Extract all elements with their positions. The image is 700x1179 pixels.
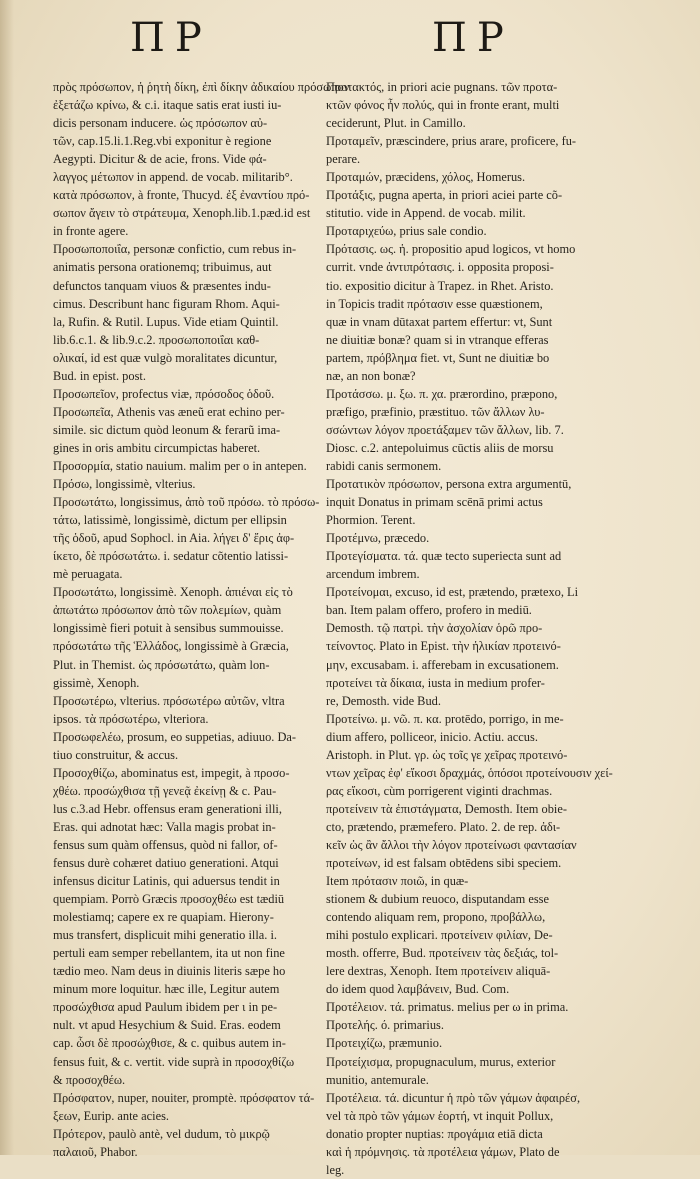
running-head-left: ΠΡ [130,15,212,61]
text-line: παλαιοῦ, Phabor. [53,1144,138,1159]
text-line: contendo aliquam rem, propono, προβάλλω, [326,910,546,925]
text-line: Προτεγίσματα. τά. quæ tecto superiecta sunt ad [326,549,562,564]
text-line: ipsos. τὰ πρόσωτέρω, vlteriora. [53,711,209,726]
text-line: Eras. qui adnotat hæc: Valla magis probat in- [53,819,276,834]
text-line: inquit Donatus in primam scēnā primi actus [326,495,543,510]
text-line: Προσορμία, statio nauium. malim per ο in antepen. [53,458,307,473]
text-line: lus c.3.ad Hebr. offensus eram generationi illi, [53,801,282,816]
text-line: mè peruagata. [53,567,123,582]
text-line: τῆς ὁδοῦ, apud Sophocl. in Aia. λήγει δ' ἔρις ἀφ- [53,531,295,546]
text-line: Diosc. c.2. antepoluimus cūctis aliis de morsu [326,440,554,455]
running-head-right: ΠΡ [432,15,514,61]
text-line: Προτειχίζω, præmunio. [326,1036,443,1051]
text-line: Πρότασις. ως. ἡ. propositio apud logicos, vt homo [326,242,576,257]
text-line: κτῶν φόνος ἦν πολύς, qui in fronte erant, multi [326,98,560,113]
text-line: Προσωτάτω, longissimè. Xenoph. ἀπιέναι εἰς τὸ [53,585,293,600]
text-line: Demosth. τῷ πατρὶ. τὴν ἀσχολίαν ὁρῶ προ- [326,621,543,636]
text-line: in Topicis tradit πρότασιν esse quæstionem, [326,296,543,311]
text-line: cap. ὧσι δὲ προσώχθισε, & c. quibus autem in- [53,1036,286,1051]
text-line: Προσωπεῖον, profectus viæ, πρόσοδος ὁδοῦ. [53,386,275,401]
text-line: Πρόσφατον, nuper, nouiter, promptè. πρόσφατον τά- [53,1090,315,1105]
text-line: donatio propter nuptias: προγάμια etiā dicta [326,1126,543,1141]
text-line: Προσοχθίζω, abominatus est, impegit, à προσο- [53,765,290,780]
text-line: Προσωτέρω, vlterius. πρόσωτέρω αὐτῶν, vltra [53,693,285,708]
text-line: προτείνων, id est falsam obtēdens sibi speciem. [326,856,562,871]
text-line: lere dextras, Xenoph. Item προτείνειν aliquā- [326,964,551,979]
text-line: Aristoph. in Plut. γρ. ὡς τοῖς γε χεῖρας προτεινό- [326,747,568,762]
text-line: dium affero, polliceor, inicio. Actiu. accus. [326,729,538,744]
text-line: Προτέλεια. τά. dicuntur ἡ πρὸ τῶν γάμων ἀφαιρέσ, [326,1090,581,1105]
text-line: Προσωτάτω, longissimus, ἀπὸ τοῦ πρόσω. τὸ πρόσω- [53,495,320,510]
text-line: ολικαί, id est quæ vulgò moralitates dicuntur, [53,350,278,365]
text-line: Προταμών, præcidens, χόλος, Homerus. [326,170,526,185]
text-line: πρὸς πρόσωπον, ἡ ῥητὴ δίκη, ἐπὶ δίκην ἀδικαίου πρόσωπον [53,80,350,94]
text-line: προσώχθισα apud Paulum ibidem per ι in pe- [53,1000,278,1015]
text-line: & προσοχθέω. [53,1072,126,1087]
text-line: stionem & dubium reuoco, disputandam esse [326,892,549,907]
text-line: Προτακτός, in priori acie pugnans. τῶν προτα- [326,80,558,94]
text-line: fensus durè cohæret datiuo generationi. Atqui [53,856,279,871]
text-line: σωπον ἄγειν τὸ στράτευμα, Xenoph.lib.1.pæd.id est [53,206,311,221]
text-line: mihi postulo explicari. προτείνειν φιλίαν, De- [326,928,553,943]
text-line: leg. [326,1162,345,1177]
text-line: minum more loquitur. hæc ille, Legitur autem [53,982,280,997]
text-line: Προτέμνω, præcedo. [326,531,430,546]
text-line: μην, excusabam. i. afferebam in excusationem. [326,657,559,672]
text-line: perare. [326,152,361,167]
text-line: κατὰ πρόσωπον, à fronte, Thucyd. ἐξ ἐναντίου πρό- [53,188,310,203]
text-line: Προτάξις, pugna aperta, in priori aciei parte cõ- [326,188,563,203]
text-line: ban. Item palam offero, profero in mediū. [326,603,532,618]
text-line: ceciderunt, Plut. in Camillo. [326,116,466,131]
text-line: Προτελής. ό. primarius. [326,1018,444,1033]
text-line: Πρότερον, paulò antè, vel dudum, τὸ μικρῷ [53,1126,270,1141]
text-line: ρας εἴκοσι, cùm porrigerent viginti drachmas. [326,783,553,798]
text-line: προτείνει τὰ δίκαια, iusta in medium profer- [326,675,545,690]
text-line: ἐξετάζω κρίνω, & c.i. itaque satis erat iusti iu- [53,98,282,113]
text-line: ξεων, Eurip. ante acies. [53,1108,169,1123]
text-line: molestiamq; capere ex re quapiam. Hierony- [53,910,274,925]
text-line: gissimè, Xenoph. [53,675,140,690]
text-line: longissimè fieri potuit à sensibus summouisse. [53,621,284,636]
text-line: ἀπωτάτω πρόσωπον ἀπὸ τῶν πολεμίων, quàm [53,603,282,618]
text-line: tiuo construitur, & accus. [53,747,179,762]
text-line: tio. expositio dicitur à Trapez. in Rhet. Aristo. [326,278,554,293]
text-line: ne diuitiæ bonæ? quam si in vtranque efferas [326,332,549,347]
text-line: quæ in vnam dūtaxat partem effertur: vt, Sunt [326,314,553,329]
text-line: ίκετο, δὲ πρόσωτάτω. i. sedatur cõtentio latissi- [53,549,289,564]
text-line: fensus fuit, & c. vertit. vide suprà in προσοχθίζω [53,1054,295,1069]
text-line: simile. sic dictum quòd leonum & ferarũ ima- [53,422,281,437]
text-line: tædio meo. Nam deus in diuinis literis sæpe ho [53,964,286,979]
text-line: vel τὰ πρὸ τῶν γάμων ἑορτή, vt inquit Pollux, [326,1108,554,1123]
text-line: Phormion. Terent. [326,513,416,528]
text-line: Προτείχισμα, propugnaculum, murus, exterior [326,1054,556,1069]
text-line: partem, πρόβλημα fiet. vt, Sunt ne diuitiæ bo [326,350,550,365]
text-line: τείνοντος. Plato in Epist. τὴν ἡλικίαν προτεινό- [326,639,561,654]
text-line: do idem quod λαμβάνειν, Bud. Com. [326,982,510,997]
text-line: Προσωφελέω, prosum, eo suppetias, adiuuo. Da- [53,729,297,744]
right-column [326,78,613,1179]
page-gutter-shadow [0,0,14,1155]
text-line: καὶ ἡ πρόμνησις. τὰ προτέλεια γάμων, Plato de [326,1144,560,1159]
text-line: næ, an non bonæ? [326,368,416,383]
text-line: mus transfert, displicuit mihi generatio illa. i. [53,928,278,943]
text-line: ντων χεῖρας ἐφ' εἴκοσι δραχμάς, ὁπόσοι προτείνουσιν χεί- [326,765,613,780]
text-line: pertuli eam semper rebellantem, ita ut non fine [53,946,285,961]
text-line: munitio, antemurale. [326,1072,429,1087]
text-line: προτείνειν τὰ ἐπιστάγματα, Demosth. Item obie- [326,801,567,816]
text-line: Προταριχεύω, prius sale condio. [326,224,487,239]
text-line: Aegypti. Dicitur & de acie, frons. Vide φά- [53,152,267,167]
text-line: Πρόσω, longissimè, vlterius. [53,477,196,492]
text-line: Προσωπεῖα, Athenis vas æneũ erat echino per- [53,404,285,419]
text-line: τῶν, cap.15.li.1.Reg.vbi exponitur è regione [53,134,272,149]
text-line: Προταμεῖν, præscindere, prius arare, proficere, fu- [326,134,577,149]
text-line: τάτω, latissimè, longissimè, dictum per ellipsin [53,513,287,528]
text-line: cimus. Describunt hanc figuram Rhom. Aqui- [53,296,280,311]
text-line: Item πρότασιν ποιῶ, in quæ- [326,874,469,889]
text-line: defunctos tanquam viuos & præsentes indu- [53,278,271,293]
text-line: Προτέλειον. τά. primatus. melius per ω in prima. [326,1000,569,1015]
text-line: κεῖν ὡς ἂν ἄλλοι τὴν λόγον προτείνωσι φαντασίαν [326,837,577,852]
text-line: χθέω. προσώχθισα τῇ γενεᾷ ἐκείνῃ & c. Pau- [53,783,277,798]
text-line: nult. vt apud Hesychium & Suid. Eras. eodem [53,1018,281,1033]
text-line: πρόσωτάτω τῆς Ἑλλάδος, longissimè à Græcia, [53,639,289,654]
text-line: mosth. offerre, Bud. προτείνειν τὰς δεξιάς, tol- [326,946,559,961]
text-line: fensus sum quàm offensus, quòd ni fallor, of- [53,837,278,852]
text-line: Προτάσσω. μ. ξω. π. χα. prærordino, præpono, [326,386,558,401]
text-line: arcendum imbrem. [326,567,420,582]
text-line: Προσωποποιΐα, personæ confictio, cum rebus in- [53,242,297,257]
text-line: Plut. in Themist. ὡς πρόσωτάτω, quàm lon- [53,657,270,672]
text-line: infensus dicitur Latinis, qui aduersus tendit in [53,874,280,889]
text-line: in fronte agere. [53,224,129,239]
text-line: currit. vnde ἀντιπρότασις. i. opposita proposi- [326,260,554,275]
text-line: re, Demosth. vide Bud. [326,693,441,708]
text-line: rabidi canis sermonem. [326,458,442,473]
text-line: animatis persona orationemq; tribuimus, aut [53,260,272,275]
text-line: λαγγος μέτωπον in append. de vocab. militarib°. [53,170,293,185]
text-line: dicis personam inducere. ὡς πρόσωπον αὐ- [53,116,268,131]
text-line: Προτατικὸν πρόσωπον, persona extra argumentū, [326,477,572,492]
text-line: Bud. in epist. post. [53,368,146,383]
text-line: præfigo, præfinio, præstituo. τῶν ἄλλων λυ- [326,404,545,419]
text-line: cto, prætendo, præmefero. Plato. 2. de rep. ἀδι- [326,819,561,834]
text-line: quempiam. Porrò Græcis προσοχθέω est tædiū [53,892,285,907]
text-line: lib.6.c.1. & lib.9.c.2. προσωποποιΐαι καθ- [53,332,260,347]
text-line: stitutio. vide in Append. de vocab. milit. [326,206,526,221]
text-line: gines in oris ambitu circumpictas haberet. [53,440,261,455]
text-line: Προτείνω. μ. νῶ. π. κα. protēdo, porrigo, in me- [326,711,564,726]
text-line: σσώντων λόγον προετάξαμεν τῶν ἄλλων, lib. 7. [326,422,564,437]
text-line: Προτείνομαι, excuso, id est, prætendo, prætexo, Li [326,585,579,600]
text-line: la, Rufin. & Rutil. Lupus. Vide etiam Quintil. [53,314,279,329]
